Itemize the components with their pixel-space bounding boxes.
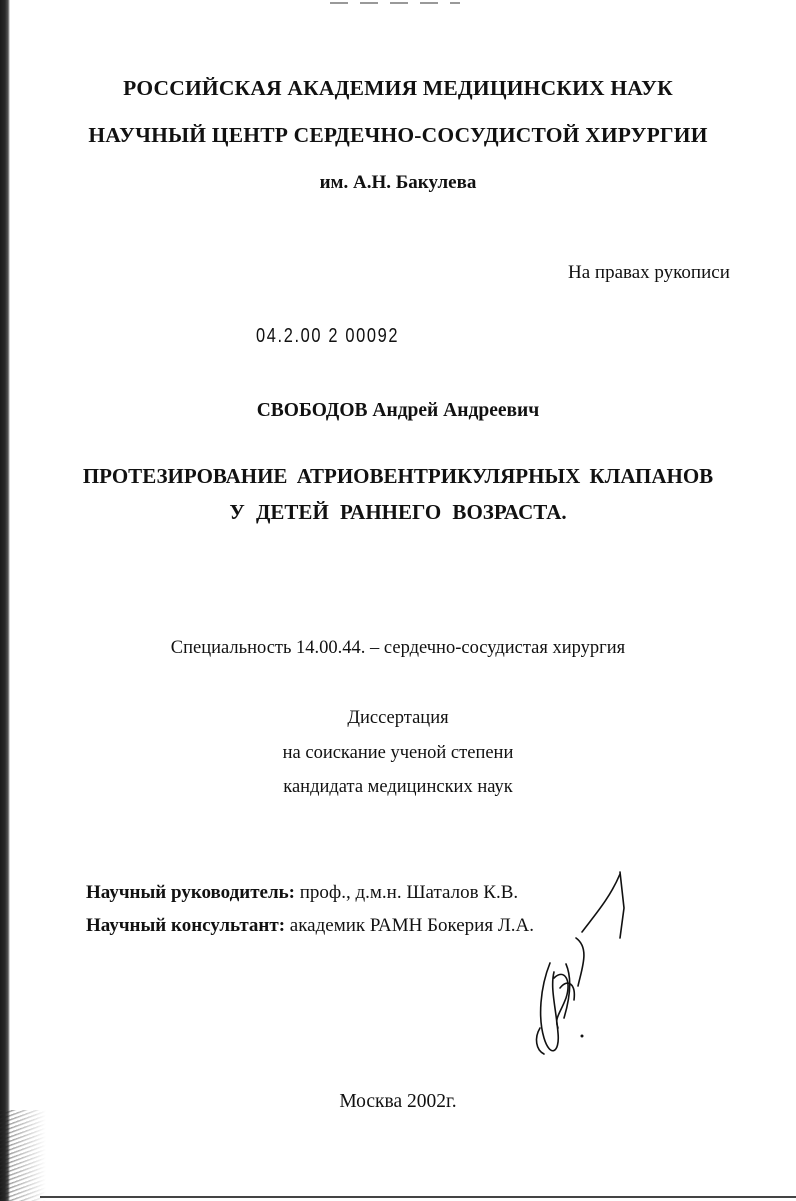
degree-line3: кандидата медицинских наук [283, 777, 513, 797]
scan-top-marks [330, 2, 460, 4]
author-name: СВОБОДОВ Андрей Андреевич [256, 400, 540, 421]
dissertation-title-line2: У ДЕТЕЙ РАННЕГО ВОЗРАСТА. [229, 500, 567, 524]
supervisor-line [86, 882, 518, 904]
registration-stamp-code: 04.2.00 2 00092 [256, 325, 400, 347]
supervisor-label: Научный руководитель: [86, 882, 295, 903]
place-and-year: Москва 2002г. [339, 1091, 457, 1112]
scan-bottom-edge [40, 1196, 796, 1198]
degree-line1: Диссертация [347, 708, 449, 728]
academy-heading: РОССИЙСКАЯ АКАДЕМИЯ МЕДИЦИНСКИХ НАУК [123, 76, 673, 100]
consultant-label: Научный консультант: [86, 915, 286, 936]
center-heading: НАУЧНЫЙ ЦЕНТР СЕРДЕЧНО-СОСУДИСТОЙ ХИРУРГИИ [88, 123, 708, 147]
handwritten-signature-icon [520, 868, 630, 1068]
supervisor-value: проф., д.м.н. Шаталов К.В. [299, 882, 519, 903]
degree-line2: на соискание ученой степени [282, 743, 514, 763]
manuscript-rights-note: На правах рукописи [568, 262, 730, 283]
named-after-heading: им. А.Н. Бакулева [319, 172, 477, 193]
dissertation-title-line1: ПРОТЕЗИРОВАНИЕ АТРИОВЕНТРИКУЛЯРНЫХ КЛАПАНОВ [82, 464, 714, 488]
consultant-line [86, 915, 534, 937]
specialty-line: Специальность 14.00.44. – сердечно-сосудистая хирургия [170, 638, 626, 658]
scan-edge-noise [0, 1110, 46, 1201]
consultant-value: академик РАМН Бокерия Л.А. [289, 915, 534, 936]
